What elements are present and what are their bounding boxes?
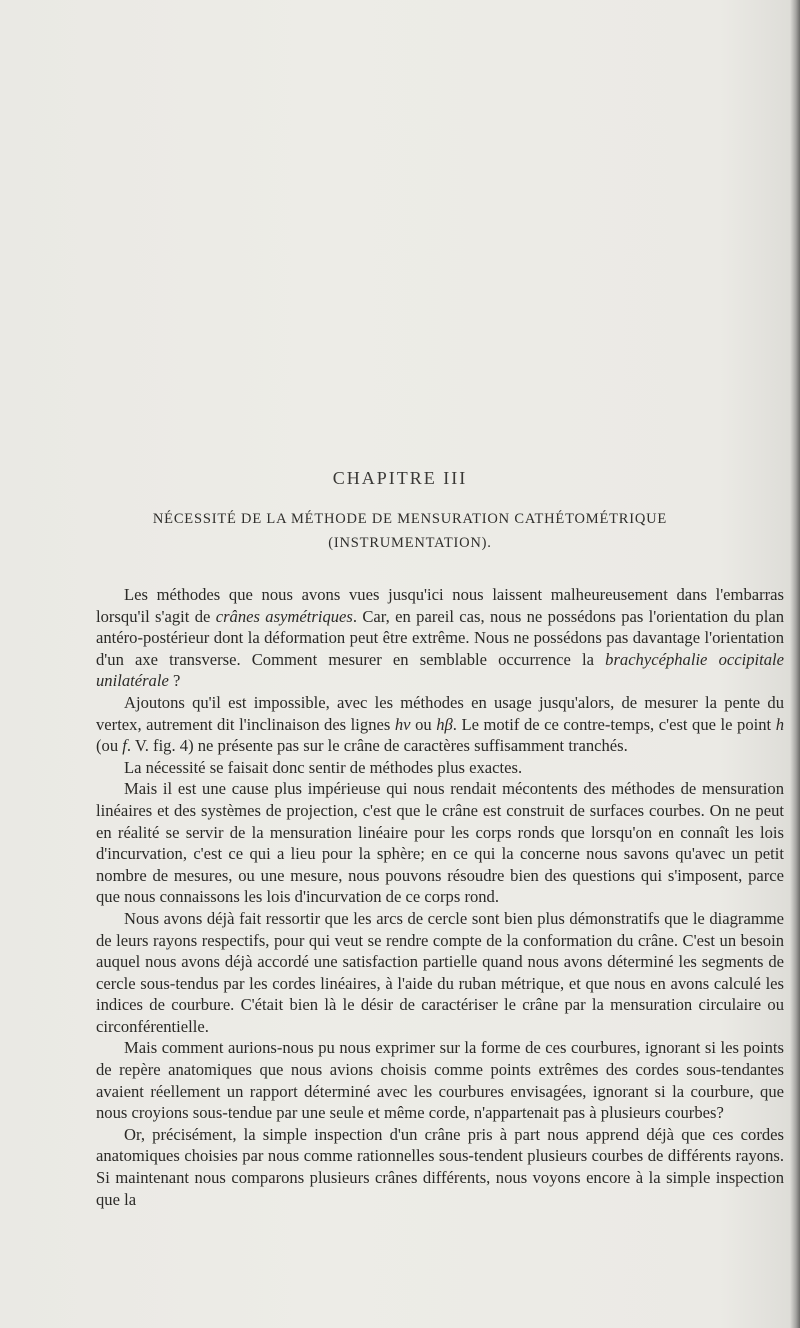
chapter-subtitle-line-2: (INSTRUMENTATION). xyxy=(328,535,492,551)
paragraph-1-text-c: ? xyxy=(168,671,181,691)
paragraph-2-italic-1: hv xyxy=(394,714,411,734)
body-text xyxy=(96,584,784,1210)
paragraph-1-text-b: . Car, en pareil cas, nous ne possédons pas l'orientation du plan antéro-postérieur dont la déformation peut être extrême. Nous ne possédons pas davantage l'orientation d'un axe transverse. Comment mesurer en semblable occurrence la xyxy=(96,606,785,669)
page-edge-shadow xyxy=(790,0,800,1328)
paragraph-1-text-a: Les méthodes que nous avons vues jusqu'ici nous laissent malheureusement dans l'embarras lorsqu'il s'agit de xyxy=(96,585,784,626)
paragraph-2-text-a: Ajoutons qu'il est impossible, avec les méthodes en usage jusqu'alors, de mesurer la pente du vertex, autrement dit l'inclinaison des lignes xyxy=(96,692,784,734)
paragraph-1-italic-1: crânes asymétriques xyxy=(215,606,353,626)
chapter-subtitle xyxy=(90,507,730,555)
chapter-subtitle-line-1: NÉCESSITÉ DE LA MÉTHODE DE MENSURATION CATHÉTOMÉTRIQUE xyxy=(152,511,668,527)
paragraph-1 xyxy=(96,584,784,692)
paragraph-1-italic-2: brachycéphalie occipitale unilatérale xyxy=(96,649,784,691)
paragraph-3: La nécessité se faisait donc sentir de méthodes plus exactes. xyxy=(124,757,523,777)
paragraph-7: Or, précisément, la simple inspection d'un crâne pris à part nous apprend déjà que ces cordes anatomiques choisies par nous comme rationnelles sous-tendent plusieurs courbes de différents rayons. Si maintenant nous comparons plusieurs crânes différents, nous voyons encore à la simple inspection que la xyxy=(96,1124,784,1209)
paragraph-2-italic-4: f xyxy=(122,736,127,756)
paragraph-4: Mais il est une cause plus impérieuse qui nous rendait mécontents des méthodes de mensuration linéaires et des systèmes de projection, c'est que le crâne est construit de surfaces courbes. On ne peut en réalité se servir de la mensuration linéaire pour les corps ronds que lorsqu'on en connaît les lois d'incurvation, c'est ce qui a lieu pour la sphère; en ce qui la concerne nous savons qu'avec un petit nombre de mesures, ou une mesure, nous pouvons résoudre bien des questions qui s'imposent, parce que nous connaissons les lois d'incurvation de ce corps rond. xyxy=(96,779,784,907)
paragraph-2-text-d: (ou xyxy=(96,736,123,756)
paragraph-2-italic-2: hβ xyxy=(436,714,453,734)
paragraph-2-text-c: . Le motif de ce contre-temps, c'est que le point xyxy=(452,714,776,734)
paragraph-6: Mais comment aurions-nous pu nous exprimer sur la forme de ces courbures, ignorant si les points de repère anatomiques que nous avions choisis comme points extrêmes des cordes sous-tendantes avaient réellement un rapport déterminé avec les courbures envisagées, ignorant si la courbure, que nous croyions sous-tendue par une seule et même corde, n'appartenait pas à plusieurs courbes? xyxy=(96,1038,784,1123)
paragraph-2-text-e: . V. fig. 4) ne présente pas sur le crâne de caractères suffisamment tranchés. xyxy=(126,736,628,756)
paragraph-2-italic-3: h xyxy=(775,714,784,734)
chapter-title: CHAPITRE III xyxy=(332,468,468,488)
paragraph-2 xyxy=(96,692,784,757)
paragraph-2-text-b: ou xyxy=(410,714,437,734)
paragraph-5: Nous avons déjà fait ressortir que les arcs de cercle sont bien plus démonstratifs que le diagramme de leurs rayons respectifs, pour qui veut se rendre compte de la conformation du crâne. C'est un besoin auquel nous avons déjà accordé une satisfaction partielle quand nous avons déterminé les segments de cercle sous-tendus par les cordes linéaires, à l'aide du ruban métrique, et que nous en avons calculé les indices de courbure. C'était bien là le désir de caractériser le crâne par la mensuration circulaire ou circonférentielle. xyxy=(96,908,784,1036)
